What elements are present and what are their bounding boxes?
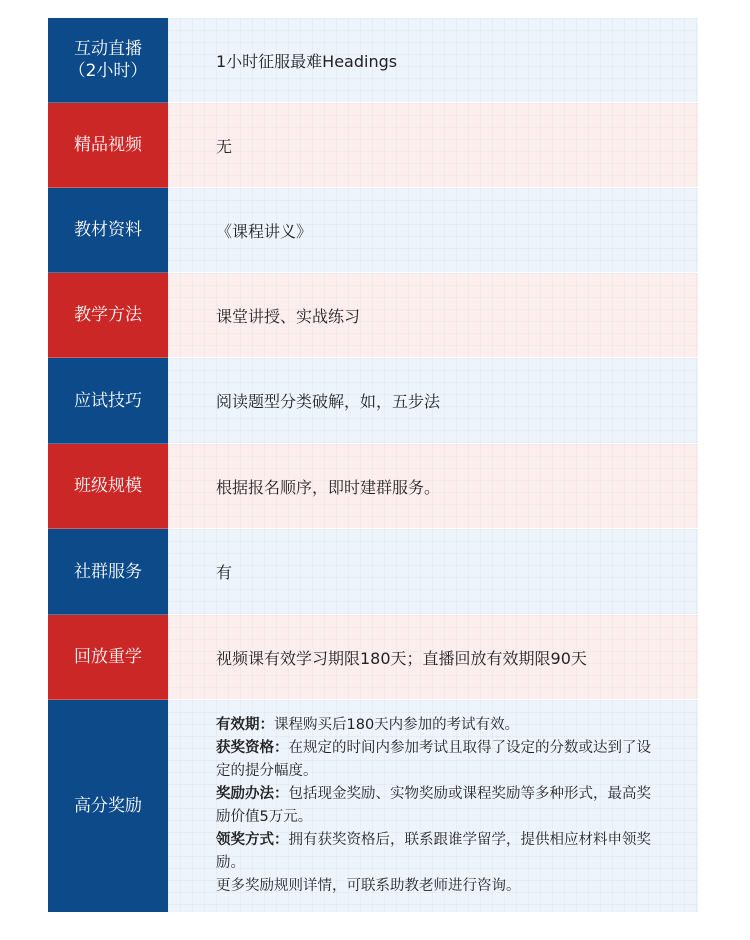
table-row	[48, 700, 698, 912]
award-text: 在规定的时间内参加考试且取得了设定的分数或达到了设定的提分幅度。	[216, 740, 651, 779]
label-live: 互动直播 （2小时）	[68, 39, 148, 81]
row-value	[168, 444, 698, 529]
row-label	[48, 103, 168, 188]
value-class-size: 根据报名顺序，即时建群服务。	[216, 477, 441, 497]
award-item	[216, 714, 519, 737]
value-video: 无	[216, 136, 233, 156]
table-row	[48, 444, 698, 529]
award-item	[216, 737, 662, 783]
table-row	[48, 18, 698, 103]
label-community: 社群服务	[74, 561, 142, 582]
label-skills: 应试技巧	[74, 390, 142, 411]
value-replay: 视频课有效学习期限180天；直播回放有效期限90天	[216, 648, 587, 668]
row-value	[168, 103, 698, 188]
row-label	[48, 188, 168, 273]
label-awards: 高分奖励	[74, 796, 142, 816]
label-replay: 回放重学	[74, 647, 142, 667]
award-term: 获奖资格：	[216, 740, 289, 756]
award-term: 奖励办法：	[216, 786, 289, 802]
label-method: 教学方法	[74, 305, 142, 325]
row-label	[48, 700, 168, 912]
award-item	[216, 783, 662, 829]
value-method: 课堂讲授、实战练习	[216, 306, 361, 326]
award-term: 领奖方式：	[216, 832, 289, 848]
award-text: 拥有获奖资格后，联系跟谁学留学，提供相应材料申领奖励。	[216, 832, 651, 871]
course-info-table	[48, 18, 698, 912]
award-term: 有效期：	[216, 717, 274, 733]
value-materials: 《课程讲义》	[216, 221, 313, 241]
table-row	[48, 358, 698, 444]
table-row	[48, 615, 698, 700]
value-community: 有	[216, 563, 233, 582]
label-class-size: 班级规模	[74, 476, 142, 496]
award-text: 课程购买后180天内参加的考试有效。	[274, 717, 520, 733]
row-value	[168, 358, 698, 444]
value-skills: 阅读题型分类破解，如，五步法	[216, 392, 441, 411]
award-text: 包括现金奖励、实物奖励或课程奖励等多种形式，最高奖励价值5万元。	[216, 786, 651, 825]
row-label	[48, 273, 168, 358]
award-footer: 更多奖励规则详情，可联系助教老师进行咨询。	[216, 878, 521, 894]
row-label	[48, 18, 168, 103]
row-label	[48, 444, 168, 529]
row-value	[168, 273, 698, 358]
table-row	[48, 103, 698, 188]
award-item	[216, 829, 662, 875]
row-label	[48, 529, 168, 615]
table-row	[48, 273, 698, 358]
row-value	[168, 615, 698, 700]
table-row	[48, 529, 698, 615]
row-value	[168, 529, 698, 615]
row-label	[48, 615, 168, 700]
row-value	[168, 18, 698, 103]
row-label	[48, 358, 168, 444]
awards-details	[168, 700, 698, 912]
label-materials: 教材资料	[74, 220, 142, 240]
value-live: 1小时征服最难Headings	[216, 51, 398, 71]
table-row	[48, 188, 698, 273]
label-video: 精品视频	[74, 135, 142, 155]
row-value	[168, 188, 698, 273]
